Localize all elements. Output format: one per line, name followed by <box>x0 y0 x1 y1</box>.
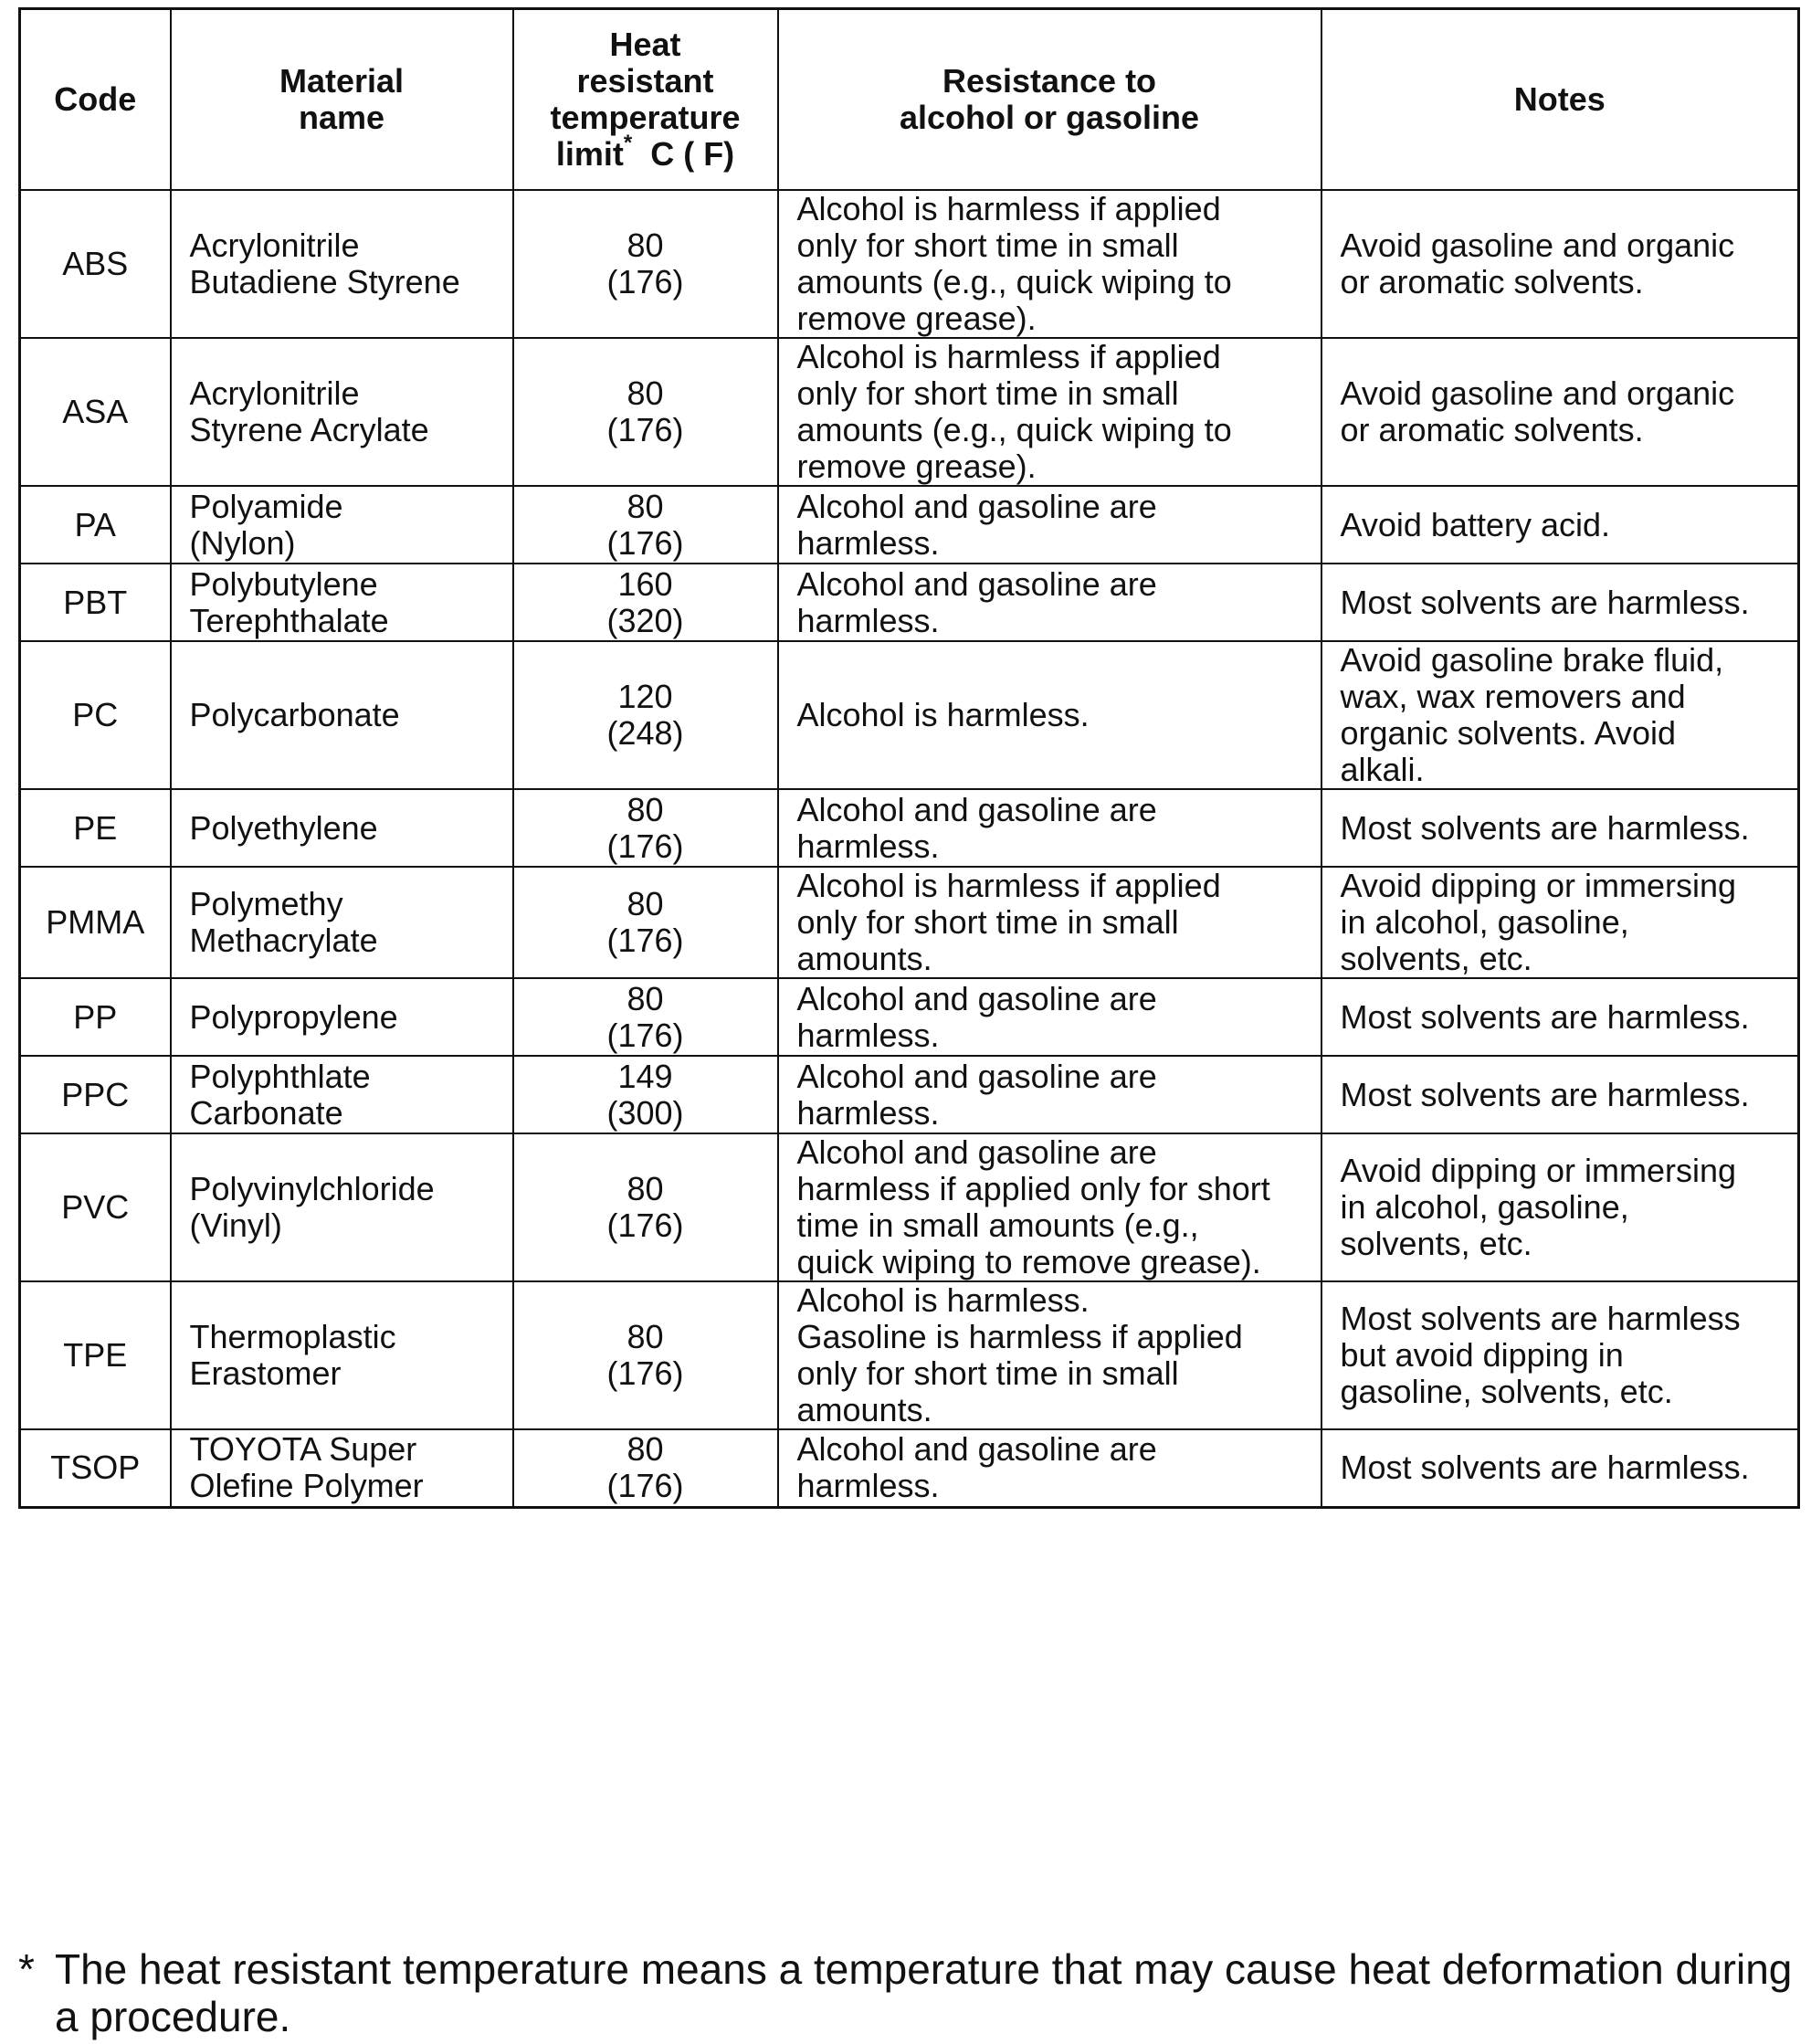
cell-resistance <box>778 486 1321 564</box>
cell-notes <box>1321 1281 1799 1429</box>
table-row <box>20 486 1799 564</box>
cell-heat-limit-line: (176) <box>606 827 684 865</box>
cell-material-name-line: Erastomer <box>189 1354 342 1392</box>
cell-heat-limit <box>513 1056 778 1133</box>
cell-resistance-line: Gasoline is harmless if applied <box>796 1318 1243 1355</box>
cell-heat-limit <box>513 564 778 641</box>
cell-material-name-line: Methacrylate <box>189 922 378 959</box>
cell-material-name-line: Acrylonitrile <box>189 227 360 264</box>
header-resistance-line: Resistance to <box>942 62 1157 100</box>
cell-notes-line: Most solvents are harmless. <box>1340 583 1750 621</box>
cell-heat-limit-line: 80 <box>626 487 664 525</box>
cell-material-name-line: Terephthalate <box>189 601 389 639</box>
cell-heat-limit-line: (176) <box>606 1016 684 1054</box>
cell-material-name-line: TOYOTA Super <box>189 1430 417 1469</box>
cell-code: PBT <box>20 564 171 641</box>
cell-resistance-line: harmless if applied only for short <box>796 1170 1270 1207</box>
cell-notes-line: Most solvents are harmless. <box>1340 1075 1750 1113</box>
cell-notes-line: but avoid dipping in <box>1340 1336 1624 1374</box>
cell-heat-limit <box>513 978 778 1056</box>
header-code: Code <box>20 9 171 191</box>
cell-heat-limit-line: 149 <box>617 1057 673 1095</box>
footnote-marker: * <box>18 1945 35 1993</box>
cell-heat-limit <box>513 789 778 867</box>
table-row <box>20 1056 1799 1133</box>
cell-heat-limit-line: (176) <box>606 1354 684 1392</box>
cell-material-name-line: Polypropylene <box>189 997 398 1036</box>
cell-resistance <box>778 564 1321 641</box>
cell-heat-limit-line: (248) <box>606 714 684 752</box>
cell-material-name-line: (Vinyl) <box>189 1206 282 1244</box>
cell-heat-limit <box>513 486 778 564</box>
asterisk-marker: * <box>623 131 633 155</box>
cell-notes-line: Avoid battery acid. <box>1340 505 1611 543</box>
cell-code: ASA <box>20 338 171 486</box>
cell-resistance <box>778 789 1321 867</box>
cell-code: PA <box>20 486 171 564</box>
cell-material-name-line: Olefine Polymer <box>189 1467 424 1505</box>
cell-notes <box>1321 1056 1799 1133</box>
plastic-materials-table <box>18 7 1800 1509</box>
cell-notes-line: organic solvents. Avoid <box>1340 714 1677 752</box>
cell-resistance-line: remove grease). <box>796 300 1037 337</box>
cell-heat-limit-line: 160 <box>617 564 673 603</box>
cell-notes-line: in alcohol, gasoline, <box>1340 903 1629 941</box>
cell-resistance <box>778 1056 1321 1133</box>
cell-resistance-line: only for short time in small <box>796 374 1179 412</box>
cell-resistance <box>778 978 1321 1056</box>
cell-material-name-line: Styrene Acrylate <box>189 411 429 448</box>
cell-material-name <box>171 1133 513 1281</box>
cell-resistance <box>778 1281 1321 1429</box>
cell-heat-limit-line: 80 <box>626 227 664 264</box>
cell-resistance-line: amounts. <box>796 1391 932 1428</box>
cell-notes-line: solvents, etc. <box>1340 940 1532 977</box>
cell-resistance-line: only for short time in small <box>796 1354 1179 1392</box>
cell-material-name-line: Polyphthlate <box>189 1057 371 1095</box>
cell-material-name <box>171 190 513 338</box>
cell-resistance <box>778 338 1321 486</box>
cell-code: PE <box>20 789 171 867</box>
cell-resistance-line: Alcohol and gasoline are <box>796 790 1157 828</box>
cell-resistance-line: only for short time in small <box>796 903 1179 941</box>
cell-notes <box>1321 338 1799 486</box>
header-heat-line: temperature <box>550 99 741 136</box>
header-resistance-line: alcohol or gasoline <box>899 99 1200 136</box>
cell-resistance-line: only for short time in small <box>796 227 1179 264</box>
cell-heat-limit-line: 80 <box>626 1318 664 1355</box>
cell-resistance-line: Alcohol is harmless if applied <box>796 190 1221 227</box>
cell-code: PMMA <box>20 867 171 978</box>
cell-material-name <box>171 338 513 486</box>
cell-material-name-line: Polybutylene <box>189 564 378 603</box>
header-heat-line: resistant <box>576 62 714 100</box>
cell-notes-line: Avoid gasoline and organic <box>1340 227 1735 264</box>
cell-resistance-line: Alcohol and gasoline are <box>796 564 1157 603</box>
cell-material-name-line: Carbonate <box>189 1093 343 1132</box>
cell-resistance-line: amounts. <box>796 940 932 977</box>
cell-notes-line: Most solvents are harmless. <box>1340 808 1750 847</box>
cell-material-name-line: Thermoplastic <box>189 1318 396 1355</box>
cell-resistance-line: amounts (e.g., quick wiping to <box>796 263 1232 300</box>
cell-code: PP <box>20 978 171 1056</box>
cell-resistance-line: remove grease). <box>796 448 1037 485</box>
cell-resistance-line: Alcohol and gasoline are <box>796 1057 1157 1095</box>
table-row <box>20 867 1799 978</box>
cell-heat-limit-line: 80 <box>626 1430 664 1469</box>
cell-material-name <box>171 978 513 1056</box>
cell-heat-limit <box>513 1133 778 1281</box>
header-heat-limit <box>513 9 778 191</box>
cell-material-name <box>171 641 513 789</box>
cell-material-name <box>171 486 513 564</box>
cell-material-name <box>171 789 513 867</box>
cell-notes-line: Avoid dipping or immersing <box>1340 867 1737 904</box>
cell-material-name-line: Polycarbonate <box>189 696 400 733</box>
cell-resistance-line: Alcohol and gasoline are <box>796 1133 1157 1171</box>
cell-heat-limit-line: 80 <box>626 790 664 828</box>
cell-material-name-line: Acrylonitrile <box>189 374 360 412</box>
cell-resistance-line: Alcohol and gasoline are <box>796 979 1157 1017</box>
cell-heat-limit-line: 80 <box>626 1170 664 1207</box>
cell-notes <box>1321 564 1799 641</box>
cell-notes <box>1321 1133 1799 1281</box>
cell-heat-limit-line: (300) <box>606 1093 684 1132</box>
cell-heat-limit-line: (176) <box>606 523 684 562</box>
cell-resistance <box>778 1133 1321 1281</box>
cell-resistance <box>778 190 1321 338</box>
cell-notes <box>1321 867 1799 978</box>
cell-heat-limit <box>513 190 778 338</box>
cell-heat-limit-line: (176) <box>606 263 684 300</box>
cell-resistance-line: harmless. <box>796 523 940 562</box>
cell-resistance <box>778 867 1321 978</box>
cell-code: ABS <box>20 190 171 338</box>
cell-resistance-line: Alcohol and gasoline are <box>796 1430 1157 1469</box>
cell-resistance-line: Alcohol is harmless if applied <box>796 338 1221 375</box>
table-row <box>20 641 1799 789</box>
cell-heat-limit-line: 80 <box>626 979 664 1017</box>
cell-notes-line: Avoid gasoline brake fluid, <box>1340 641 1724 679</box>
materials-sheet <box>18 7 1797 1509</box>
cell-notes-line: Avoid dipping or immersing <box>1340 1152 1737 1189</box>
cell-heat-limit <box>513 1281 778 1429</box>
cell-heat-limit-line: (176) <box>606 411 684 448</box>
table-row <box>20 564 1799 641</box>
footnote <box>18 1945 1799 2040</box>
cell-notes <box>1321 641 1799 789</box>
header-resistance <box>778 9 1321 191</box>
cell-heat-limit <box>513 1429 778 1507</box>
cell-heat-limit-line: 80 <box>626 374 664 412</box>
table-row <box>20 1133 1799 1281</box>
table-row <box>20 1429 1799 1507</box>
cell-heat-limit-line: (176) <box>606 922 684 959</box>
cell-heat-limit-line: 80 <box>626 885 664 922</box>
cell-resistance-line: harmless. <box>796 1467 940 1505</box>
cell-notes <box>1321 978 1799 1056</box>
table-header <box>20 9 1799 191</box>
cell-material-name <box>171 1429 513 1507</box>
cell-heat-limit-line: (176) <box>606 1467 684 1505</box>
table-row <box>20 190 1799 338</box>
cell-code: PC <box>20 641 171 789</box>
cell-resistance-line: Alcohol is harmless. <box>796 1281 1090 1319</box>
cell-material-name <box>171 1281 513 1429</box>
header-heat-line: Heat <box>609 26 681 63</box>
cell-code: PVC <box>20 1133 171 1281</box>
cell-notes-line: solvents, etc. <box>1340 1225 1532 1262</box>
cell-heat-limit-line: (176) <box>606 1206 684 1244</box>
cell-resistance <box>778 641 1321 789</box>
cell-heat-limit <box>513 641 778 789</box>
cell-notes-line: Most solvents are harmless <box>1340 1300 1741 1337</box>
table-row <box>20 789 1799 867</box>
table-row <box>20 338 1799 486</box>
footnote-text: The heat resistant temperature means a temperature that may cause heat deformation during a procedure. <box>55 1945 1793 2040</box>
cell-resistance-line: amounts (e.g., quick wiping to <box>796 411 1232 448</box>
cell-notes <box>1321 190 1799 338</box>
cell-resistance-line: harmless. <box>796 827 940 865</box>
table-body <box>20 190 1799 1507</box>
cell-material-name-line: Butadiene Styrene <box>189 263 460 300</box>
cell-resistance-line: harmless. <box>796 601 940 639</box>
table-row <box>20 1281 1799 1429</box>
cell-notes <box>1321 1429 1799 1507</box>
cell-material-name-line: Polyvinylchloride <box>189 1170 435 1207</box>
cell-resistance-line: Alcohol is harmless if applied <box>796 867 1221 904</box>
cell-notes-line: Most solvents are harmless. <box>1340 997 1750 1036</box>
table-row <box>20 978 1799 1056</box>
header-heat-unit: C ( F) <box>650 135 735 173</box>
cell-resistance-line: harmless. <box>796 1016 940 1054</box>
header-notes: Notes <box>1321 9 1799 191</box>
cell-notes-line: Avoid gasoline and organic <box>1340 374 1735 412</box>
cell-resistance-line: Alcohol is harmless. <box>796 696 1090 733</box>
cell-material-name-line: Polyethylene <box>189 808 378 847</box>
cell-material-name-line: Polymethy <box>189 885 343 922</box>
cell-notes-line: Most solvents are harmless. <box>1340 1449 1750 1487</box>
cell-notes-line: wax, wax removers and <box>1340 678 1686 715</box>
header-heat-limit-word: limit <box>555 135 624 173</box>
cell-notes-line: in alcohol, gasoline, <box>1340 1188 1629 1226</box>
header-heat-limit-line <box>523 131 768 173</box>
cell-material-name-line: (Nylon) <box>189 523 296 562</box>
cell-code: TSOP <box>20 1429 171 1507</box>
cell-material-name <box>171 564 513 641</box>
header-material-line: name <box>298 99 385 136</box>
cell-material-name <box>171 867 513 978</box>
header-material-line: Material <box>279 62 405 100</box>
cell-heat-limit-line: 120 <box>617 678 673 715</box>
cell-resistance-line: quick wiping to remove grease). <box>796 1243 1261 1280</box>
cell-notes-line: or aromatic solvents. <box>1340 411 1644 448</box>
cell-resistance-line: harmless. <box>796 1093 940 1132</box>
cell-notes <box>1321 486 1799 564</box>
header-row <box>20 9 1799 191</box>
cell-material-name <box>171 1056 513 1133</box>
cell-notes <box>1321 789 1799 867</box>
cell-notes-line: gasoline, solvents, etc. <box>1340 1373 1673 1410</box>
cell-heat-limit <box>513 867 778 978</box>
cell-resistance <box>778 1429 1321 1507</box>
cell-code: TPE <box>20 1281 171 1429</box>
cell-heat-limit <box>513 338 778 486</box>
cell-resistance-line: Alcohol and gasoline are <box>796 487 1157 525</box>
cell-notes-line: alkali. <box>1340 751 1425 788</box>
header-material-name <box>171 9 513 191</box>
cell-notes-line: or aromatic solvents. <box>1340 263 1644 300</box>
cell-code: PPC <box>20 1056 171 1133</box>
cell-heat-limit-line: (320) <box>606 601 684 639</box>
cell-resistance-line: time in small amounts (e.g., <box>796 1206 1199 1244</box>
cell-material-name-line: Polyamide <box>189 487 343 525</box>
